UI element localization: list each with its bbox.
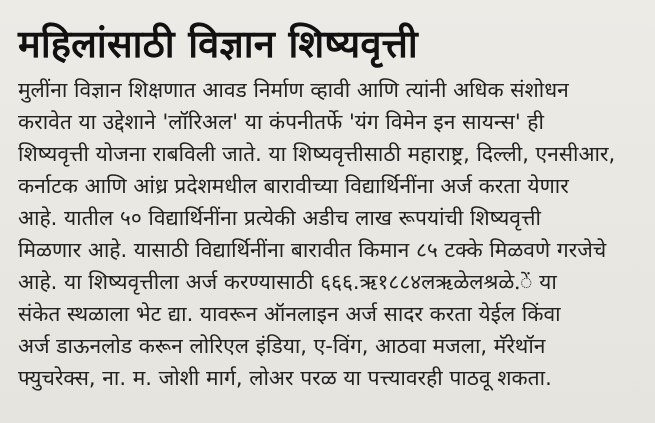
- article-line-9: अर्ज डाऊनलोड करून लोरिएल इंडिया, ए-विंग, आठवा मजला, मॅरेथॉन: [18, 334, 546, 358]
- article-line-2: करावेत या उद्देशाने 'लॉरिअल' या कंपनीतर्फे 'यंग विमेन इन सायन्स' ही: [18, 110, 544, 134]
- article-headline: महिलांसाठी विज्ञान शिष्यवृत्ती: [18, 22, 418, 66]
- article-line-10: फ्युचरेक्स, ना. म. जोशी मार्ग, लोअर परळ या पत्त्यावरही पाठवू शकता.: [18, 366, 552, 390]
- article-line-4: कर्नाटक आणि आंध्र प्रदेशमधील बारावीच्या विद्यार्थिनींना अर्ज करता येणार: [18, 174, 569, 198]
- article-line-3: शिष्यवृत्ती योजना राबविली जाते. या शिष्यवृत्तीसाठी महाराष्ट्र, दिल्ली, एनसीआर,: [18, 142, 616, 166]
- article-line-7: आहे. या शिष्यवृत्तीला अर्ज करण्यासाठी ६६६.ऋ१८८४लऋळेलश्रळे.ें या: [18, 270, 557, 294]
- article-line-5: आहे. यातील ५० विद्यार्थिनींना प्रत्येकी अडीच लाख रूपयांची शिष्यवृत्ती: [18, 206, 541, 230]
- article-line-1: मुलींना विज्ञान शिक्षणात आवड निर्माण व्हावी आणि त्यांनी अधिक संशोधन: [18, 78, 569, 102]
- article-body: [18, 74, 642, 394]
- article-line-8: संकेत स्थळाला भेट द्या. यावरून ऑनलाइन अर्ज सादर करता येईल किंवा: [18, 302, 561, 326]
- article-line-6: मिळणार आहे. यासाठी विद्यार्थिनींना बारावीत किमान ८५ टक्के मिळवणे गरजेचे: [18, 238, 607, 262]
